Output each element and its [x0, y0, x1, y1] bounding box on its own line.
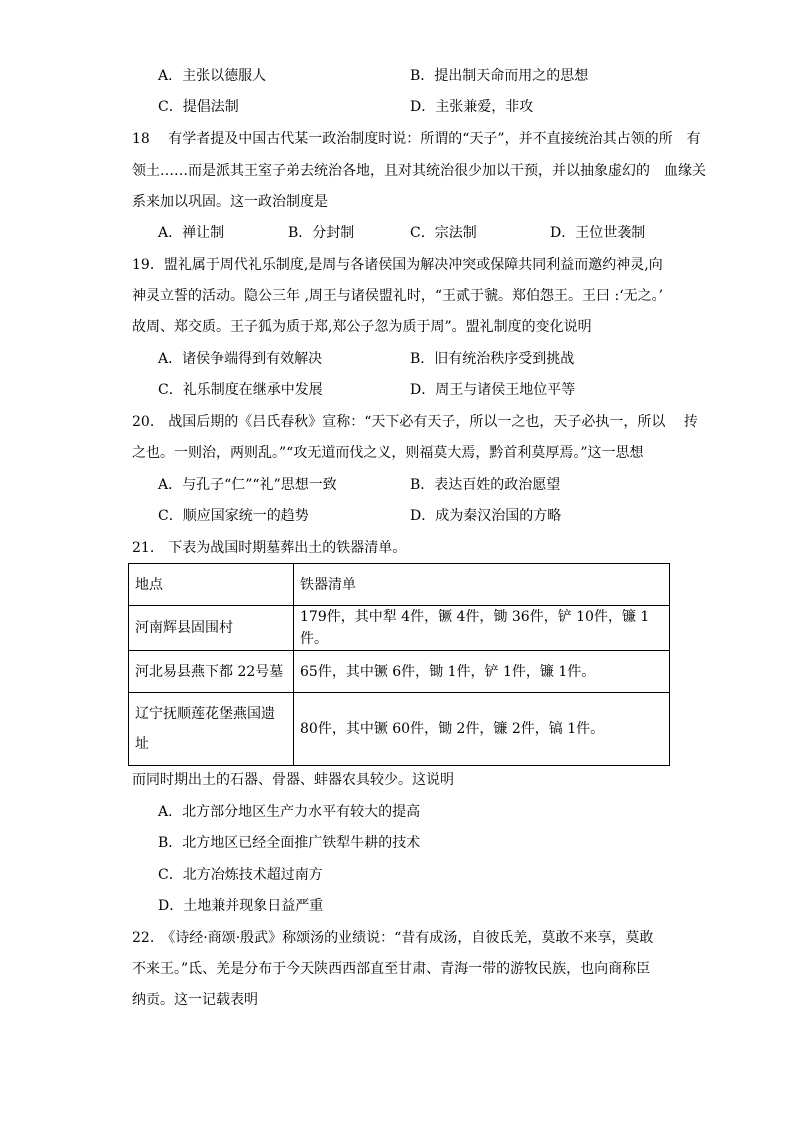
q20-stem-line-1: 20. 战国后期的《吕氏春秋》宣称：“天下必有天子，所以一之也，天子必执一，所以 抟: [132, 414, 698, 430]
table-row: [129, 693, 670, 766]
q20-option-c: C．顺应国家统一的趋势: [158, 508, 309, 524]
table-cell-location: 辽宁抚顺莲花堡燕国遗址: [129, 693, 294, 766]
q20-option-b: B．表达百姓的政治愿望: [410, 477, 561, 493]
q19-stem-line-3: 故周、郑交质。王子狐为质于郑,郑公子忽为质于周”。盟礼制度的变化说明: [132, 319, 592, 335]
table-header-iron-list: 铁器清单: [294, 564, 670, 606]
table-cell-location: 河南辉县固围村: [129, 606, 294, 651]
table-header-row: [129, 564, 670, 606]
q17-option-a: A．主张以德服人: [158, 68, 267, 84]
table-row: [129, 606, 670, 651]
q21-after-text: 而同时期出土的石器、骨器、蚌器农具较少。这说明: [132, 772, 454, 788]
q21-option-a: A．北方部分地区生产力水平有较大的提高: [158, 804, 421, 820]
q21-option-c: C．北方冶炼技术超过南方: [158, 867, 323, 883]
q19-option-a: A．诸侯争端得到有效解决: [158, 351, 323, 367]
q22-stem-line-3: 纳贡。这一记载表明: [132, 992, 258, 1008]
q19-stem-line-1: 19．盟礼属于周代礼乐制度,是周与各诸侯国为解决冲突或保障共同利益而邀约神灵,向: [132, 257, 663, 273]
q20-option-a: A．与孔子“仁”“礼”思想一致: [158, 477, 337, 493]
iron-tools-table: [128, 563, 670, 766]
q17-option-b: B．提出制天命而用之的思想: [410, 68, 589, 84]
q18-option-a: A．禅让制: [158, 225, 225, 241]
q18-stem-line-3: 系来加以巩固。这一政治制度是: [132, 194, 328, 210]
table-row: [129, 651, 670, 693]
q21-intro: 21. 下表为战国时期墓葬出土的铁器清单。: [132, 540, 407, 556]
q22-stem-line-2: 不来王。”氐、羌是分布于今天陕西西部直至甘肃、青海一带的游牧民族，也向商称臣: [132, 961, 651, 977]
q18-stem-line-2: 领土……而是派其王室子弟去统治各地，且对其统治很少加以干预，并以抽象虚幻的 血缘关: [132, 163, 706, 179]
q18-option-b: B．分封制: [288, 225, 355, 241]
table-cell-iron-list: 179件，其中犁 4件，镢 4件，锄 36件，铲 10件，镰 1件。: [294, 606, 670, 651]
table-cell-iron-list: 80件，其中镢 60件，锄 2件，镰 2件，镐 1件。: [294, 693, 670, 766]
q19-stem-line-2: 神灵立誓的活动。隐公三年 ,周王与诸侯盟礼时，“王贰于虢。郑伯怨王。王曰 :‘无之。’: [132, 288, 664, 304]
q18-option-c: C．宗法制: [410, 225, 477, 241]
table-cell-location: 河北易县燕下都 22号墓: [129, 651, 294, 693]
q22-stem-line-1: 22. 《诗经·商颂·殷武》称颂汤的业绩说：“昔有成汤，自彼氐羌，莫敢不来享，莫敢: [132, 930, 654, 946]
q21-option-d: D．土地兼并现象日益严重: [158, 898, 324, 914]
q20-stem-line-2: 之也。一则治，两则乱。”“攻无道而伐之义，则福莫大焉，黔首利莫厚焉。”这一思想: [132, 445, 644, 461]
q19-option-d: D．周王与诸侯王地位平等: [410, 382, 576, 398]
q17-option-d: D．主张兼爱，非攻: [410, 99, 534, 115]
q17-option-c: C．提倡法制: [158, 99, 239, 115]
q19-option-c: C．礼乐制度在继承中发展: [158, 382, 323, 398]
q19-option-b: B．旧有统治秩序受到挑战: [410, 351, 575, 367]
q21-option-b: B．北方地区已经全面推广铁犁牛耕的技术: [158, 835, 421, 851]
table-cell-iron-list: 65件，其中镢 6件，锄 1件，铲 1件，镰 1件。: [294, 651, 670, 693]
q20-option-d: D．成为秦汉治国的方略: [410, 508, 562, 524]
q18-option-d: D．王位世袭制: [550, 225, 646, 241]
table-header-location: 地点: [129, 564, 294, 606]
q18-stem-line-1: 18 有学者提及中国古代某一政治制度时说：所谓的“天子”，并不直接统治其占领的所 有: [132, 131, 701, 147]
